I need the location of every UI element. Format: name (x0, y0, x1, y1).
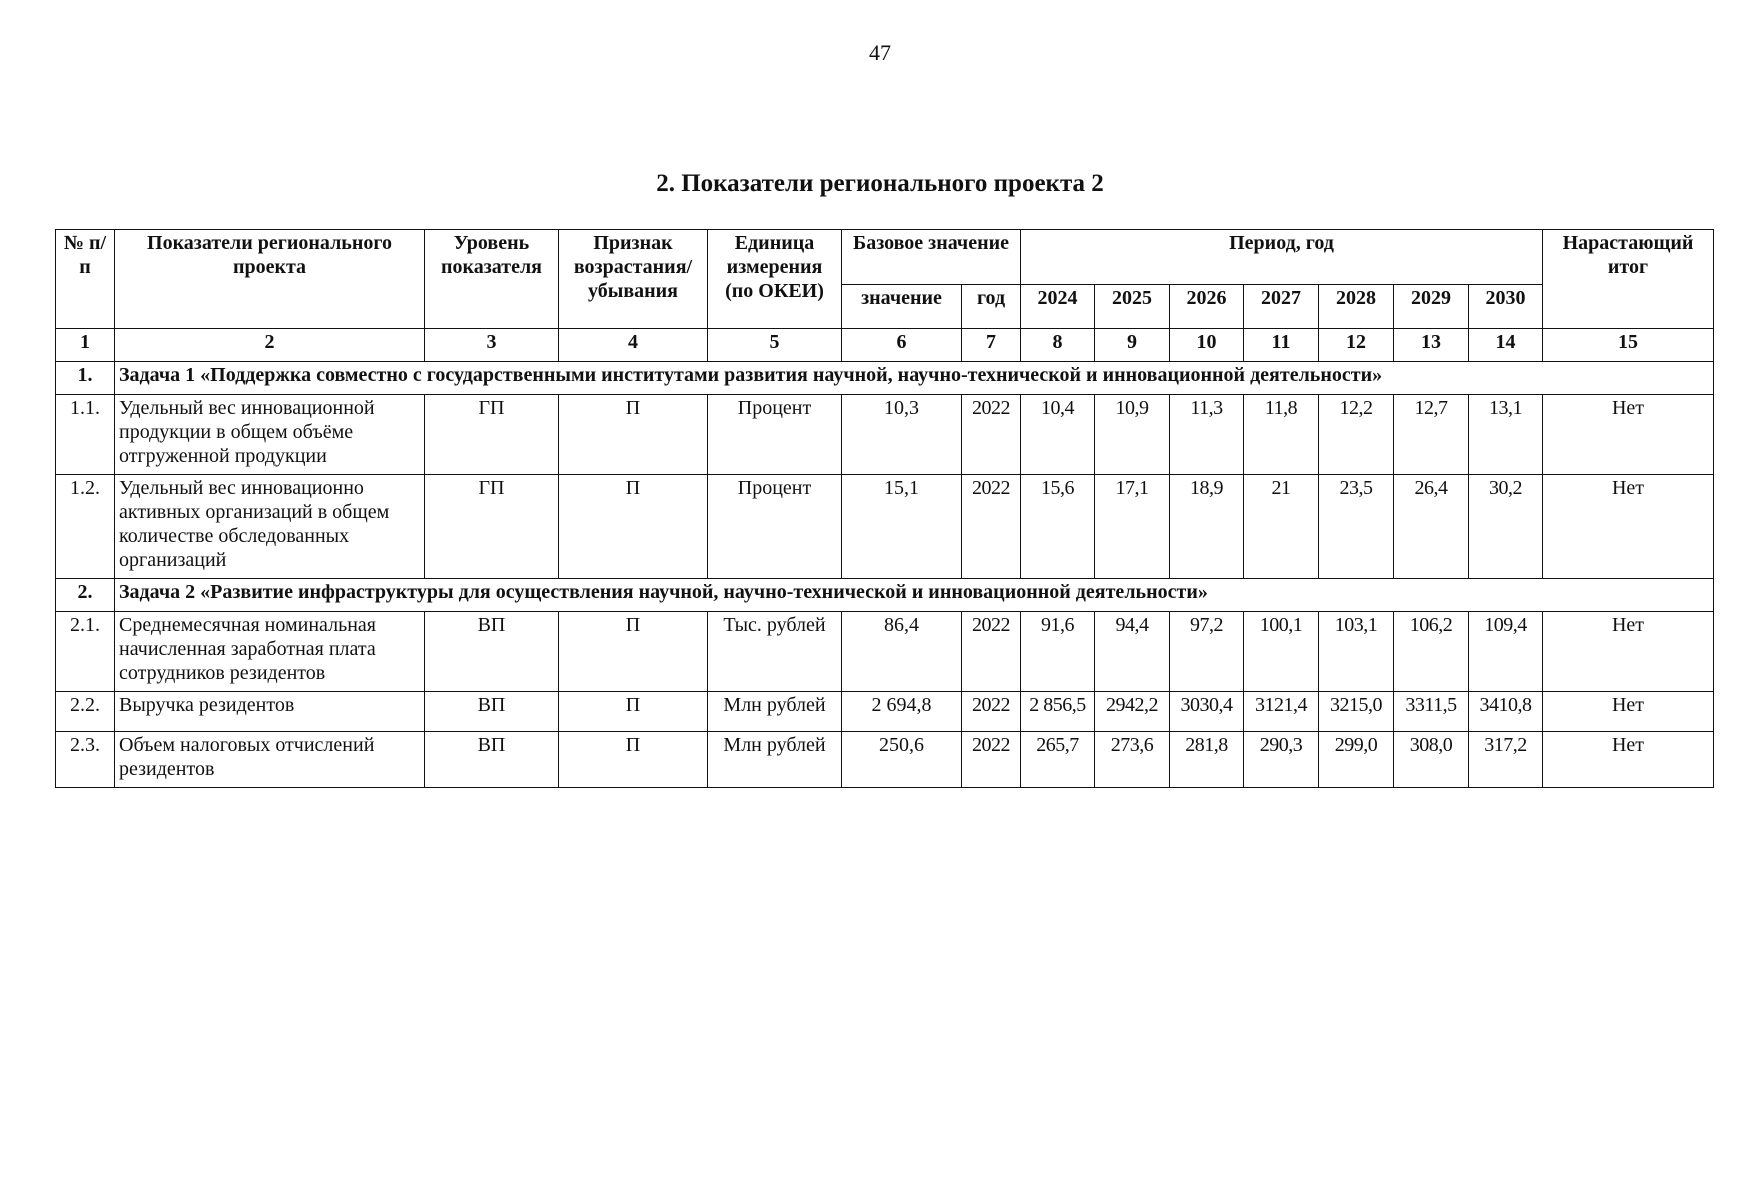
year-value: 2942,2 (1095, 692, 1170, 732)
base-value: 250,6 (842, 732, 962, 788)
column-number: 1 (56, 329, 115, 362)
base-year: 2022 (962, 475, 1021, 579)
task-title: Задача 1 «Поддержка совместно с государственными институтами развития научной, научно-технической и инновационной деятельности» (115, 362, 1714, 395)
indicators-table (55, 229, 1714, 788)
year-value: 11,8 (1244, 395, 1319, 475)
cumulative-value: Нет (1543, 732, 1714, 788)
header-cumulative: Нарастающий итог (1543, 230, 1714, 329)
base-year: 2022 (962, 732, 1021, 788)
year-value: 91,6 (1021, 612, 1095, 692)
row-no: 2.2. (56, 692, 115, 732)
base-year: 2022 (962, 395, 1021, 475)
indicator-level: ГП (425, 475, 559, 579)
indicator-trend: П (559, 475, 708, 579)
indicator-trend: П (559, 612, 708, 692)
year-value: 17,1 (1095, 475, 1170, 579)
year-value: 23,5 (1319, 475, 1394, 579)
year-value: 13,1 (1469, 395, 1543, 475)
year-value: 265,7 (1021, 732, 1095, 788)
indicator-name: Удельный вес инновационной продукции в общем объёме отгруженной продукции (115, 395, 425, 475)
row-no: 2.1. (56, 612, 115, 692)
header-trend: Признак возрастания/ убывания (559, 230, 708, 329)
column-number: 11 (1244, 329, 1319, 362)
table-row (56, 692, 1714, 732)
indicator-level: ВП (425, 612, 559, 692)
cumulative-value: Нет (1543, 612, 1714, 692)
year-value: 3410,8 (1469, 692, 1543, 732)
indicator-unit: Процент (708, 475, 842, 579)
header-base: Базовое значение (842, 230, 1021, 285)
header-year: 2025 (1095, 285, 1170, 329)
year-value: 10,9 (1095, 395, 1170, 475)
header-year: 2026 (1170, 285, 1244, 329)
base-year: 2022 (962, 692, 1021, 732)
indicator-name: Среднемесячная номинальная начисленная заработная плата сотрудников резидентов (115, 612, 425, 692)
base-value: 86,4 (842, 612, 962, 692)
indicator-unit: Процент (708, 395, 842, 475)
task-row (56, 362, 1714, 395)
header-year: 2024 (1021, 285, 1095, 329)
year-value: 12,2 (1319, 395, 1394, 475)
year-value: 3311,5 (1394, 692, 1469, 732)
table-row (56, 475, 1714, 579)
task-no: 1. (56, 362, 115, 395)
indicator-trend: П (559, 395, 708, 475)
indicator-trend: П (559, 732, 708, 788)
column-numbers-row (56, 329, 1714, 362)
year-value: 109,4 (1469, 612, 1543, 692)
year-value: 317,2 (1469, 732, 1543, 788)
column-number: 8 (1021, 329, 1095, 362)
year-value: 2 856,5 (1021, 692, 1095, 732)
indicator-unit: Млн рублей (708, 692, 842, 732)
column-number: 4 (559, 329, 708, 362)
indicator-name: Объем налоговых отчислений резидентов (115, 732, 425, 788)
column-number: 13 (1394, 329, 1469, 362)
year-value: 11,3 (1170, 395, 1244, 475)
year-value: 3030,4 (1170, 692, 1244, 732)
indicator-unit: Млн рублей (708, 732, 842, 788)
column-number: 12 (1319, 329, 1394, 362)
year-value: 103,1 (1319, 612, 1394, 692)
column-number: 7 (962, 329, 1021, 362)
column-number: 2 (115, 329, 425, 362)
year-value: 299,0 (1319, 732, 1394, 788)
indicator-level: ВП (425, 732, 559, 788)
page-title: 2. Показатели регионального проекта 2 (656, 170, 1104, 197)
task-row (56, 579, 1714, 612)
year-value: 18,9 (1170, 475, 1244, 579)
base-value: 2 694,8 (842, 692, 962, 732)
header-base-value: значение (842, 285, 962, 329)
base-year: 2022 (962, 612, 1021, 692)
base-value: 10,3 (842, 395, 962, 475)
year-value: 12,7 (1394, 395, 1469, 475)
year-value: 290,3 (1244, 732, 1319, 788)
column-number: 14 (1469, 329, 1543, 362)
column-number: 5 (708, 329, 842, 362)
header-year: 2028 (1319, 285, 1394, 329)
header-period: Период, год (1021, 230, 1543, 285)
header-level: Уровень показателя (425, 230, 559, 329)
header-name: Показатели регионального проекта (115, 230, 425, 329)
year-value: 30,2 (1469, 475, 1543, 579)
indicator-name: Удельный вес инновационно активных организаций в общем количестве обследованных организаций (115, 475, 425, 579)
table-row (56, 612, 1714, 692)
table-header (56, 230, 1714, 329)
cumulative-value: Нет (1543, 395, 1714, 475)
year-value: 281,8 (1170, 732, 1244, 788)
year-value: 308,0 (1394, 732, 1469, 788)
indicator-unit: Тыс. рублей (708, 612, 842, 692)
column-number: 3 (425, 329, 559, 362)
cumulative-value: Нет (1543, 692, 1714, 732)
task-no: 2. (56, 579, 115, 612)
page-number: 47 (869, 40, 891, 65)
year-value: 97,2 (1170, 612, 1244, 692)
table-row (56, 732, 1714, 788)
header-unit: Единица измерения (по ОКЕИ) (708, 230, 842, 329)
task-title: Задача 2 «Развитие инфраструктуры для осуществления научной, научно-технической и инновационной деятельности» (115, 579, 1714, 612)
header-base-year: год (962, 285, 1021, 329)
column-number: 9 (1095, 329, 1170, 362)
row-no: 2.3. (56, 732, 115, 788)
column-number: 6 (842, 329, 962, 362)
table-row (56, 395, 1714, 475)
indicator-level: ГП (425, 395, 559, 475)
header-year: 2030 (1469, 285, 1543, 329)
row-no: 1.1. (56, 395, 115, 475)
cumulative-value: Нет (1543, 475, 1714, 579)
year-value: 106,2 (1394, 612, 1469, 692)
indicator-trend: П (559, 692, 708, 732)
indicator-name: Выручка резидентов (115, 692, 425, 732)
indicator-level: ВП (425, 692, 559, 732)
header-no: № п/п (56, 230, 115, 329)
year-value: 21 (1244, 475, 1319, 579)
year-value: 100,1 (1244, 612, 1319, 692)
year-value: 94,4 (1095, 612, 1170, 692)
year-value: 26,4 (1394, 475, 1469, 579)
year-value: 3121,4 (1244, 692, 1319, 732)
year-value: 10,4 (1021, 395, 1095, 475)
year-value: 3215,0 (1319, 692, 1394, 732)
year-value: 15,6 (1021, 475, 1095, 579)
base-value: 15,1 (842, 475, 962, 579)
header-year: 2029 (1394, 285, 1469, 329)
column-number: 10 (1170, 329, 1244, 362)
year-value: 273,6 (1095, 732, 1170, 788)
column-number: 15 (1543, 329, 1714, 362)
row-no: 1.2. (56, 475, 115, 579)
header-year: 2027 (1244, 285, 1319, 329)
